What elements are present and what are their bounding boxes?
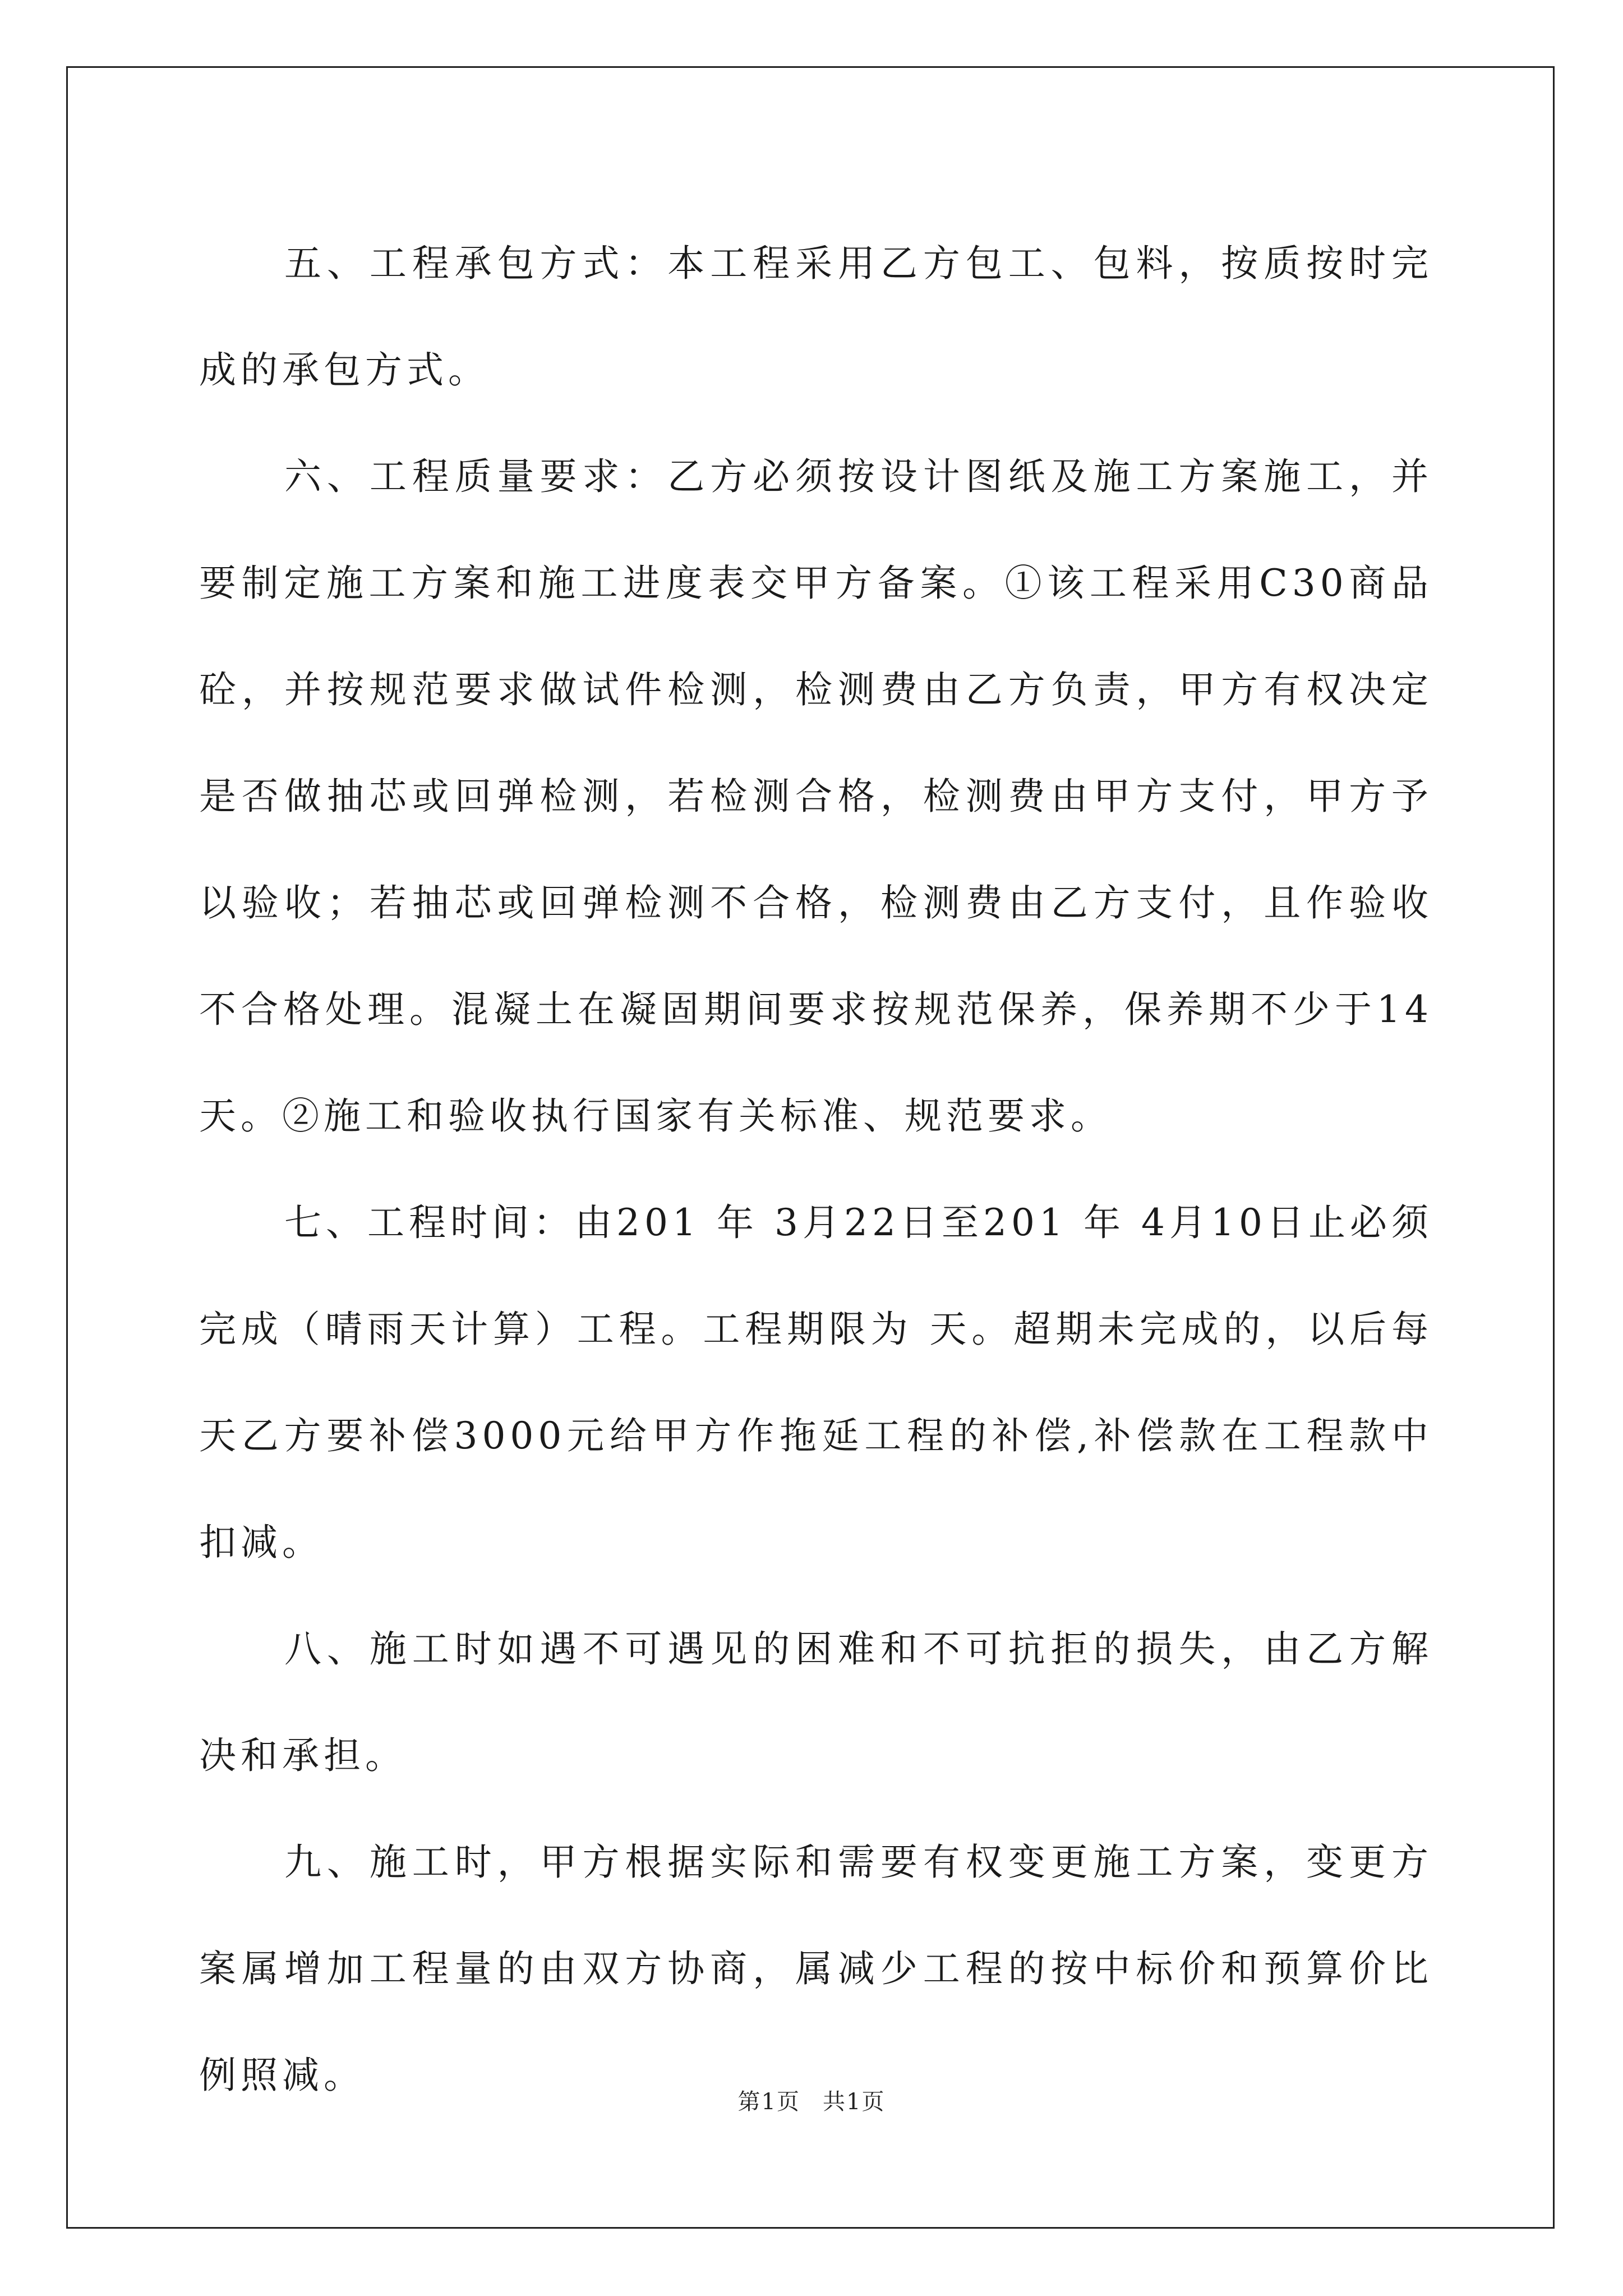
- paragraph-quality-requirements: 六、工程质量要求：乙方必须按设计图纸及施工方案施工，并要制定施工方案和施工进度表交甲方备案。①该工程采用C30商品砼，并按规范要求做试件检测，检测费由乙方负责，甲方有权决定是否做抽芯或回弹检测，若检测合格，检测费由甲方支付，甲方予以验收；若抽芯或回弹检测不合格，检测费由乙方支付，且作验收不合格处理。混凝土在凝固期间要求按规范保养，保养期不少于14天。②施工和验收执行国家有关标准、规范要求。: [199, 455, 1433, 1138]
- paragraph-force-majeure: 八、施工时如遇不可遇见的困难和不可抗拒的损失，由乙方解决和承担。: [199, 1627, 1433, 1777]
- paragraph-contract-method: 五、工程承包方式：本工程采用乙方包工、包料，按质按时完成的承包方式。: [199, 242, 1433, 392]
- document-body: [199, 210, 1433, 2129]
- paragraph-plan-changes: 九、施工时，甲方根据实际和需要有权变更施工方案，变更方案属增加工程量的由双方协商，属减少工程的按中标价和预算价比例照减。: [199, 1841, 1433, 2097]
- page-total: 共1页: [823, 2089, 886, 2115]
- page-footer: [0, 2084, 1623, 2116]
- paragraph-schedule: 七、工程时间：由201 年 3月22日至201 年 4月10日止必须完成（晴雨天计算）工程。工程期限为 天。超期未完成的，以后每天乙方要补偿3000元给甲方作拖延工程的补偿,补偿款在工程款中扣减。: [199, 1201, 1433, 1564]
- page-number: 第1页: [737, 2089, 800, 2115]
